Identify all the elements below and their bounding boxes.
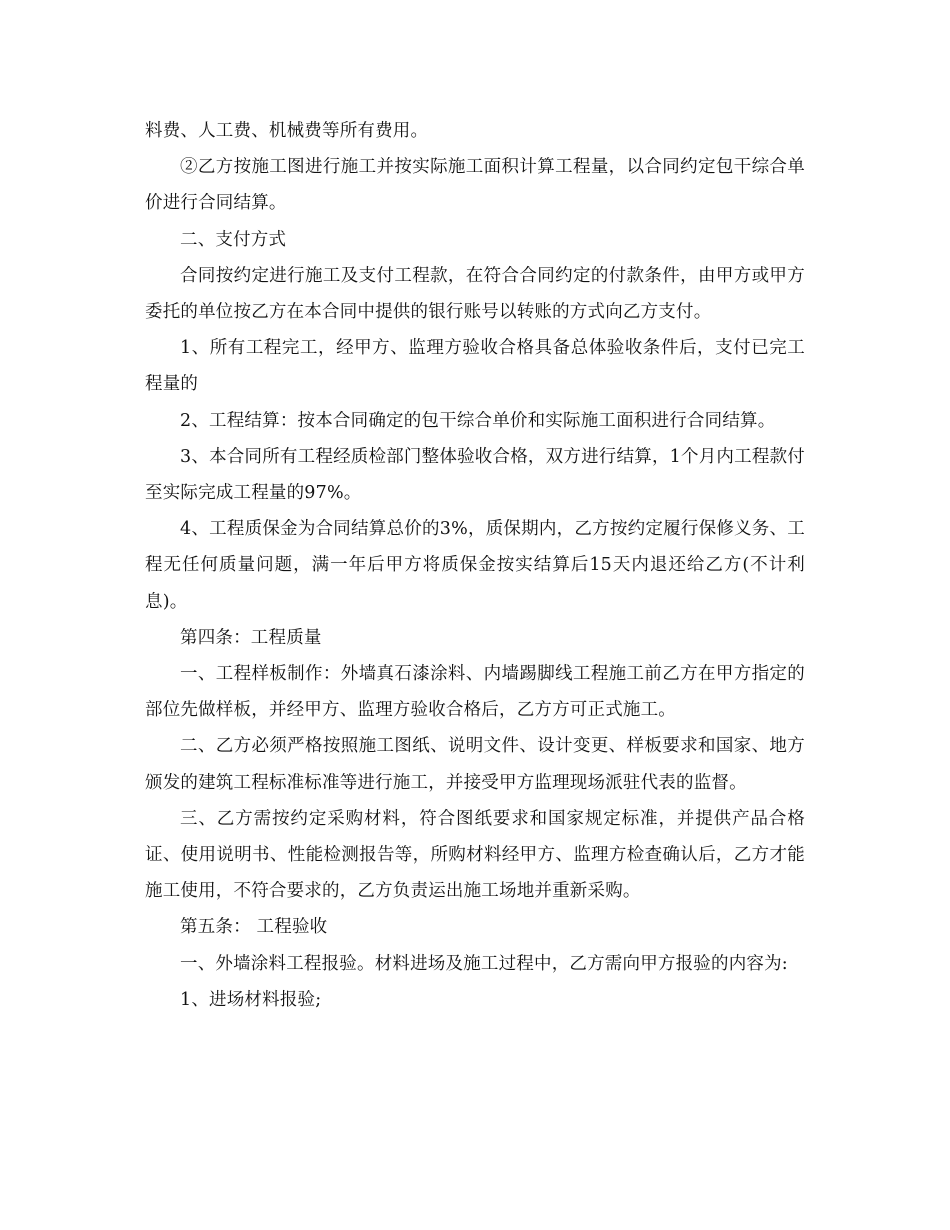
section-heading: 二、支付方式 xyxy=(180,229,287,250)
document-body xyxy=(145,113,805,1018)
paragraph: 1、进场材料报验; xyxy=(180,989,322,1010)
paragraph: 4、工程质保金为合同结算总价的3%，质保期内，乙方按约定履行保修义务、工程无任何质量问题，满一年后甲方将质保金按实结算后15天内退还给乙方(不计利息)。 xyxy=(145,519,805,612)
paragraph: 三、乙方需按约定采购材料，符合图纸要求和国家规定标准，并提供产品合格证、使用说明书、性能检测报告等，所购材料经甲方、监理方检查确认后，乙方才能施工使用，不符合要求的，乙方负责运出施工场地并重新采购。 xyxy=(145,808,805,902)
paragraph: ②乙方按施工图进行施工并按实际施工面积计算工程量，以合同约定包干综合单价进行合同结算。 xyxy=(145,157,805,214)
paragraph: 一、外墙涂料工程报验。材料进场及施工过程中，乙方需向甲方报验的内容为: xyxy=(180,953,788,974)
paragraph: 1、所有工程完工，经甲方、监理方验收合格具备总体验收条件后，支付已完工程量的 xyxy=(145,338,805,395)
paragraph: 合同按约定进行施工及支付工程款，在符合合同约定的付款条件，由甲方或甲方委托的单位按乙方在本合同中提供的银行账号以转账的方式向乙方支付。 xyxy=(145,265,805,323)
paragraph: 一、工程样板制作：外墙真石漆涂料、内墙踢脚线工程施工前乙方在甲方指定的部位先做样板，并经甲方、监理方验收合格后，乙方方可正式施工。 xyxy=(145,664,805,721)
article-heading: 第四条：工程质量 xyxy=(180,627,322,648)
paragraph: 2、工程结算：按本合同确定的包干综合单价和实际施工面积进行合同结算。 xyxy=(180,410,776,431)
paragraph: 料费、人工费、机械费等所有费用。 xyxy=(145,121,429,141)
article-heading: 第五条： 工程验收 xyxy=(180,917,328,938)
paragraph: 二、乙方必须严格按照施工图纸、说明文件、设计变更、样板要求和国家、地方颁发的建筑工程标准标准等进行施工，并接受甲方监理现场派驻代表的监督。 xyxy=(145,736,805,793)
paragraph: 3、本合同所有工程经质检部门整体验收合格，双方进行结算，1个月内工程款付至实际完成工程量的97%。 xyxy=(145,446,805,504)
